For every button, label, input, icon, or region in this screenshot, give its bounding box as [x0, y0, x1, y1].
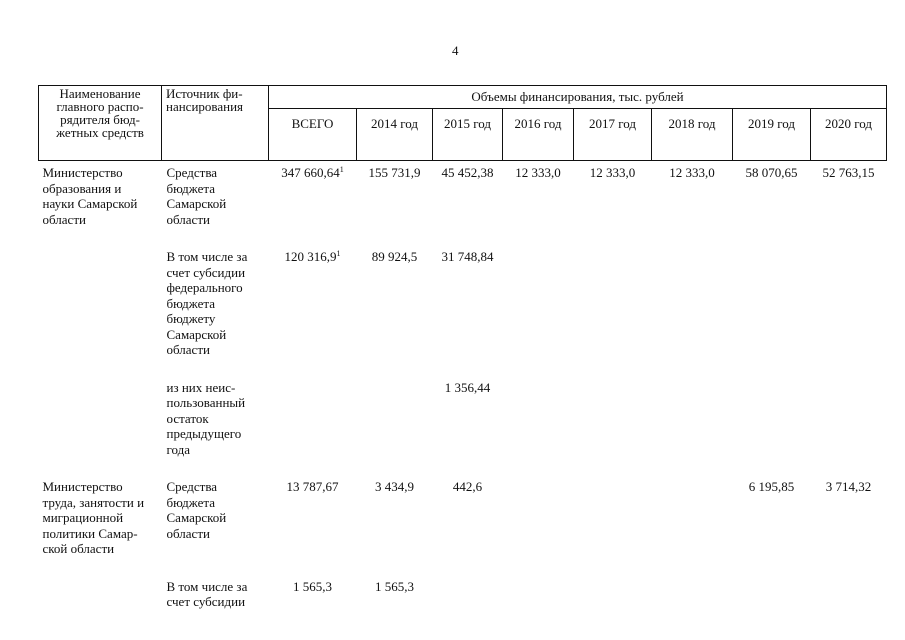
row-spacer-cell: [39, 557, 887, 575]
row-name-line: науки Самарской: [42, 196, 138, 211]
row-source-line: области: [166, 211, 210, 227]
row-source-line: В том числе за: [166, 578, 248, 594]
value-cell: [811, 161, 887, 228]
row-source-line: Средства: [166, 479, 218, 494]
row-source-line: бюджета: [166, 494, 215, 510]
row-name-line: труда, занятости и: [42, 494, 145, 510]
value-text: 347 660,64: [281, 165, 340, 180]
header-name-line: главного распо-: [56, 99, 144, 114]
row-name-line: образования и: [42, 180, 122, 196]
table-row: [39, 376, 887, 458]
value-cell: [652, 245, 733, 358]
row-source-line: остаток: [166, 410, 209, 426]
value-cell: [433, 575, 503, 610]
value-text: 52 763,15: [822, 165, 875, 180]
value-cell: [574, 575, 652, 610]
value-text: 58 070,65: [745, 165, 798, 180]
value-cell: [811, 575, 887, 610]
value-cell: [574, 161, 652, 228]
value-text: 3 434,9: [375, 479, 414, 494]
value-text: 31 748,84: [441, 249, 494, 264]
row-source-line: федерального: [166, 280, 243, 295]
value-text: 3 714,32: [825, 479, 872, 494]
row-source-line: Самарской: [166, 196, 227, 211]
footnote-marker: 1: [336, 249, 341, 258]
value-cell: [503, 161, 574, 228]
header-source-line: Источник фи-: [166, 86, 243, 101]
header-name-line: жетных средств: [56, 125, 144, 140]
value-cell: [433, 376, 503, 458]
value-cell: [733, 161, 811, 228]
row-name-cell: [39, 376, 162, 458]
table-row: [39, 245, 887, 358]
row-name-line: ской области: [42, 541, 115, 556]
row-name-line: миграционной: [42, 510, 124, 525]
row-spacer-cell: [39, 227, 887, 245]
value-cell: [357, 475, 433, 557]
value-cell: [652, 376, 733, 458]
row-name-cell: [39, 245, 162, 358]
row-source-line: бюджету: [166, 311, 216, 326]
row-spacer: [39, 227, 887, 245]
row-name-line: Министерство: [42, 479, 123, 494]
value-cell: [811, 475, 887, 557]
value-cell: [357, 376, 433, 458]
value-cell: [811, 376, 887, 458]
header-name-line: рядителя бюд-: [60, 112, 140, 127]
financing-table: [38, 85, 887, 610]
row-name-cell: [39, 161, 162, 228]
value-text: 1 356,44: [444, 379, 491, 395]
value-text: 1 565,3: [293, 578, 332, 594]
row-source-line: Средства: [166, 165, 218, 180]
value-cell: [574, 475, 652, 557]
value-text: 13 787,67: [286, 479, 339, 494]
row-source-line: пользованный: [166, 395, 246, 410]
row-name-cell: [39, 575, 162, 610]
row-source-line: из них неис-: [166, 379, 236, 395]
header-year-2017: 2017 год: [574, 109, 652, 161]
value-cell: [269, 245, 357, 358]
value-cell: [433, 475, 503, 557]
header-name-cell: [39, 86, 162, 161]
value-cell: [269, 575, 357, 610]
row-source-line: области: [166, 525, 210, 541]
header-name-line: Наименование: [59, 86, 141, 101]
row-spacer: [39, 557, 887, 575]
header-source-cell: [162, 86, 269, 161]
row-source-line: предыдущего: [166, 426, 242, 441]
row-source-cell: [162, 245, 269, 358]
value-cell: [652, 161, 733, 228]
row-source-line: области: [166, 342, 210, 357]
row-source-line: Самарской: [166, 510, 227, 525]
row-source-cell: [162, 475, 269, 557]
row-name-line: области: [42, 211, 86, 227]
value-cell: [503, 475, 574, 557]
header-year-2018: 2018 год: [652, 109, 733, 161]
header-year-2019: 2019 год: [733, 109, 811, 161]
footnote-marker: 1: [339, 165, 344, 174]
value-text: 12 333,0: [515, 165, 561, 180]
value-cell: [652, 575, 733, 610]
row-spacer: [39, 358, 887, 376]
table-row: [39, 161, 887, 228]
row-source-line: бюджета: [166, 180, 215, 196]
row-source-cell: [162, 575, 269, 610]
row-source-line: В том числе за: [166, 249, 248, 264]
value-cell: [574, 245, 652, 358]
value-cell: [733, 575, 811, 610]
value-cell: [503, 575, 574, 610]
row-source-cell: [162, 376, 269, 458]
row-spacer-cell: [39, 457, 887, 475]
value-cell: [269, 475, 357, 557]
header-year-total: ВСЕГО: [269, 109, 357, 161]
value-cell: [503, 376, 574, 458]
value-cell: [733, 376, 811, 458]
value-text: 12 333,0: [669, 165, 715, 180]
table-row: [39, 575, 887, 610]
header-volumes: Объемы финансирования, тыс. рублей: [269, 86, 887, 109]
header-year-2020: 2020 год: [811, 109, 887, 161]
page-number: 4: [452, 43, 459, 58]
value-cell: [357, 161, 433, 228]
value-cell: [269, 161, 357, 228]
value-cell: [269, 376, 357, 458]
value-cell: [357, 245, 433, 358]
row-source-cell: [162, 161, 269, 228]
row-source-line: бюджета: [166, 295, 215, 311]
table-body: [39, 161, 887, 610]
value-text: 12 333,0: [589, 165, 636, 180]
value-text: 45 452,38: [441, 165, 494, 180]
row-source-line: счет субсидии: [166, 594, 246, 609]
row-name-cell: [39, 475, 162, 557]
value-text: 6 195,85: [748, 479, 795, 494]
value-text: 155 731,9: [368, 165, 421, 180]
table-row: [39, 475, 887, 557]
row-spacer: [39, 457, 887, 475]
row-name-line: политики Самар-: [42, 525, 138, 541]
value-text: 442,6: [452, 479, 483, 494]
row-name-line: Министерство: [42, 165, 123, 180]
header-year-2014: 2014 год: [357, 109, 433, 161]
value-text: 120 316,9: [284, 249, 337, 264]
row-source-line: года: [166, 441, 191, 457]
value-cell: [503, 245, 574, 358]
value-cell: [433, 245, 503, 358]
row-source-line: Самарской: [166, 326, 227, 342]
header-year-2015: 2015 год: [433, 109, 503, 161]
row-source-line: счет субсидии: [166, 264, 246, 280]
header-source-line: нансирования: [166, 99, 244, 114]
value-cell: [574, 376, 652, 458]
value-cell: [811, 245, 887, 358]
value-cell: [733, 245, 811, 358]
row-spacer-cell: [39, 358, 887, 376]
value-cell: [433, 161, 503, 228]
value-cell: [652, 475, 733, 557]
value-cell: [357, 575, 433, 610]
header-year-2016: 2016 год: [503, 109, 574, 161]
value-text: 1 565,3: [375, 578, 414, 594]
value-cell: [733, 475, 811, 557]
value-text: 89 924,5: [371, 249, 418, 264]
